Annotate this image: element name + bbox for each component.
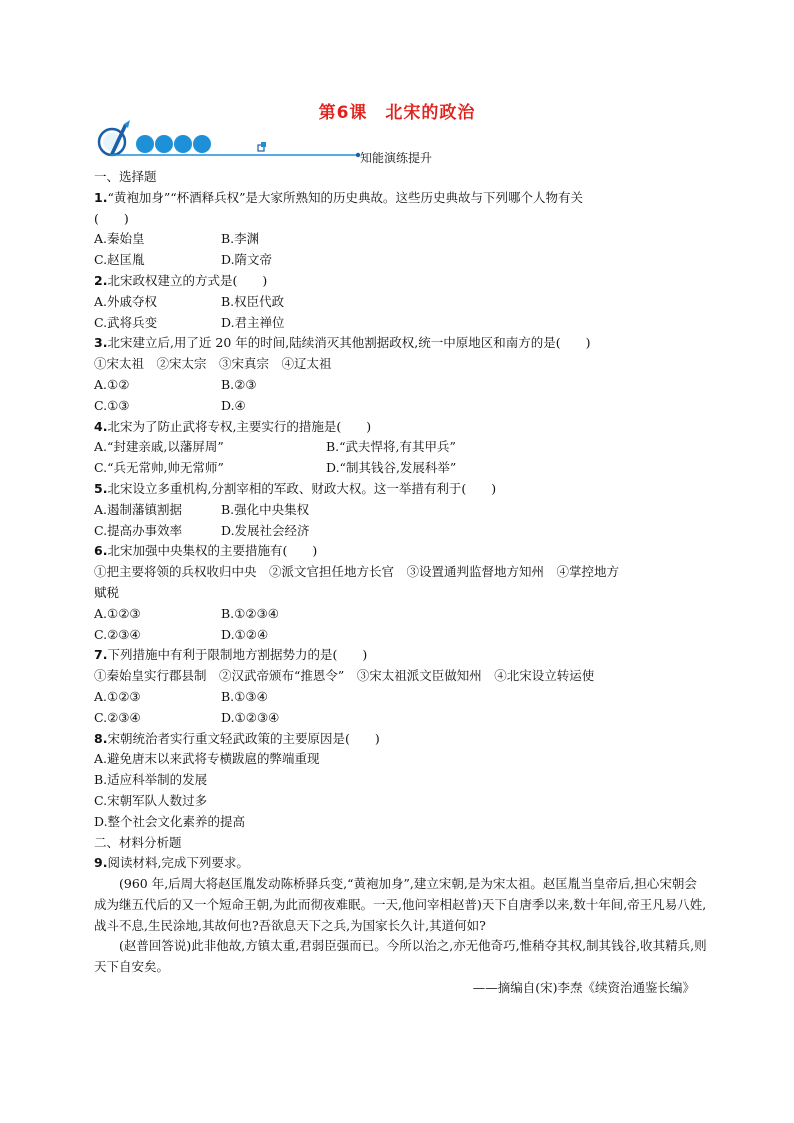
option-b: B.②③ <box>221 376 257 392</box>
option-a: A.避免唐末以来武将专横跋扈的弊端重现 <box>94 751 320 767</box>
options-row <box>94 250 709 271</box>
option-a: A.①②③ <box>94 688 141 704</box>
question-1-stem <box>94 188 709 209</box>
options-row <box>94 396 709 417</box>
option-c: C.武将兵变 <box>94 314 158 330</box>
section-heading-analysis: 二、材料分析题 <box>94 834 182 850</box>
banner-dot-3 <box>174 135 192 153</box>
options-row <box>94 708 709 729</box>
option-a: A.遏制藩镇割据 <box>94 501 183 517</box>
option-d: D.④ <box>221 397 246 413</box>
option-b: B.强化中央集权 <box>221 501 310 517</box>
question-number: 5. <box>94 480 108 496</box>
quill-emblem-icon <box>99 120 130 155</box>
question-text: 北宋政权建立的方式是( ) <box>107 272 268 288</box>
question-7-stem <box>94 645 709 666</box>
option-a: A.外戚夺权 <box>94 293 158 309</box>
option-a: A.秦始皇 <box>94 231 145 247</box>
question-content <box>94 167 709 999</box>
question-text: “黄袍加身”“杯酒释兵权”是大家所熟知的历史典故。这些历史典故与下列哪个人物有关 <box>107 189 584 205</box>
option-a: A.“封建亲戚,以藩屏周” <box>94 439 224 455</box>
question-5-stem <box>94 479 709 500</box>
option-c: C.宋朝军队人数过多 <box>94 792 208 808</box>
option-b: B.①②③④ <box>221 605 279 621</box>
options-row <box>94 521 709 542</box>
question-text: 北宋加强中央集权的主要措施有( ) <box>107 543 318 559</box>
options-row <box>94 604 709 625</box>
question-text: 北宋设立多重机构,分割宰相的军政、财政大权。这一举措有利于( ) <box>107 480 497 496</box>
option-c: C.提高办事效率 <box>94 522 183 538</box>
question-number: 3. <box>94 335 108 351</box>
question-items: ①秦始皇实行郡县制 ②汉武帝颁布“推恩令” ③宋太祖派文臣做知州 ④北宋设立转运使 <box>94 668 595 684</box>
options-row <box>94 437 709 458</box>
question-items-continued: 赋税 <box>94 584 120 600</box>
section-heading-choice: 一、选择题 <box>94 169 157 184</box>
material-paragraph-1: (960 年,后周大将赵匡胤发动陈桥驿兵变,“黄袍加身”,建立宋朝,是为宋太祖。赵匡胤当皇帝后,担心宋朝会成为继五代后的又一个短命王朝,为此而彻夜难眠。一天,他问宰相赵普)天下自唐季以来,数十年间,帝王凡易八姓,战斗不息,生民涂地,其故何也?吾欲息天下之兵,为国家长久计,其道何如? <box>94 876 707 933</box>
question-text: 宋朝统治者实行重文轻武政策的主要原因是( ) <box>107 730 380 746</box>
page-title: 第6课 北宋的政治 <box>318 103 476 123</box>
question-number: 1. <box>94 189 108 205</box>
options-row <box>94 313 709 334</box>
question-items: ①把主要将领的兵权收归中央 ②派文官担任地方长官 ③设置通判监督地方知州 ④掌控地方 <box>94 564 620 580</box>
option-d: D.①②③④ <box>221 709 280 725</box>
option-d: D.发展社会经济 <box>221 522 310 538</box>
option-d: D.“制其钱谷,发展科举” <box>326 460 457 476</box>
banner-dot-4 <box>193 135 211 153</box>
option-a: A.①②③ <box>94 605 141 621</box>
option-c: C.②③④ <box>94 626 141 642</box>
option-c: C.赵匡胤 <box>94 252 145 268</box>
options-row <box>94 687 709 708</box>
question-number: 2. <box>94 272 108 288</box>
option-b: B.适应科举制的发展 <box>94 772 208 788</box>
question-text: 北宋为了防止武将专权,主要实行的措施是( ) <box>107 418 372 434</box>
question-text: 阅读材料,完成下列要求。 <box>107 855 249 871</box>
question-text: 下列措施中有利于限制地方割据势力的是( ) <box>107 647 368 663</box>
banner-dot-1 <box>136 135 154 153</box>
question-8-stem <box>94 729 709 750</box>
option-a: A.①② <box>94 376 130 392</box>
options-row <box>94 458 709 479</box>
answer-bracket: ( ) <box>94 210 129 226</box>
question-3-stem <box>94 333 709 354</box>
banner-label: 知能演练提升 <box>360 151 433 165</box>
question-4-stem <box>94 417 709 438</box>
option-b: B.“武夫悍将,有其甲兵” <box>326 439 456 455</box>
question-text: 北宋建立后,用了近 20 年的时间,陆续消灭其他割据政权,统一中原地区和南方的是( ) <box>107 335 591 351</box>
material-paragraph-2: (赵普回答说)此非他故,方镇太重,君弱臣强而已。今所以治之,亦无他奇巧,惟稍夺其权,制其钱谷,收其精兵,则天下自安矣。 <box>94 938 707 975</box>
option-d: D.隋文帝 <box>221 252 273 268</box>
option-b: B.①③④ <box>221 688 268 704</box>
options-row <box>94 292 709 313</box>
option-d: D.①②④ <box>221 626 269 642</box>
question-9-stem <box>94 853 709 874</box>
option-d: D.君主禅位 <box>221 314 285 330</box>
question-6-stem <box>94 541 709 562</box>
option-c: C.①③ <box>94 397 130 413</box>
question-number: 4. <box>94 418 108 434</box>
question-number: 6. <box>94 543 108 559</box>
option-d: D.整个社会文化素养的提高 <box>94 813 246 829</box>
option-b: B.权臣代政 <box>221 293 285 309</box>
options-row <box>94 375 709 396</box>
options-row <box>94 229 709 250</box>
option-c: C.②③④ <box>94 709 141 725</box>
options-row <box>94 625 709 646</box>
option-b: B.李渊 <box>221 231 260 247</box>
banner-dot-2 <box>155 135 173 153</box>
question-number: 8. <box>94 730 108 746</box>
question-number: 9. <box>94 855 108 871</box>
option-c: C.“兵无常帅,帅无常师” <box>94 460 224 476</box>
question-2-stem <box>94 271 709 292</box>
options-row <box>94 500 709 521</box>
material-source: ——摘编自(宋)李焘《续资治通鉴长编》 <box>472 980 695 996</box>
question-number: 7. <box>94 647 108 663</box>
question-items: ①宋太祖 ②宋太宗 ③宋真宗 ④辽太祖 <box>94 356 332 372</box>
